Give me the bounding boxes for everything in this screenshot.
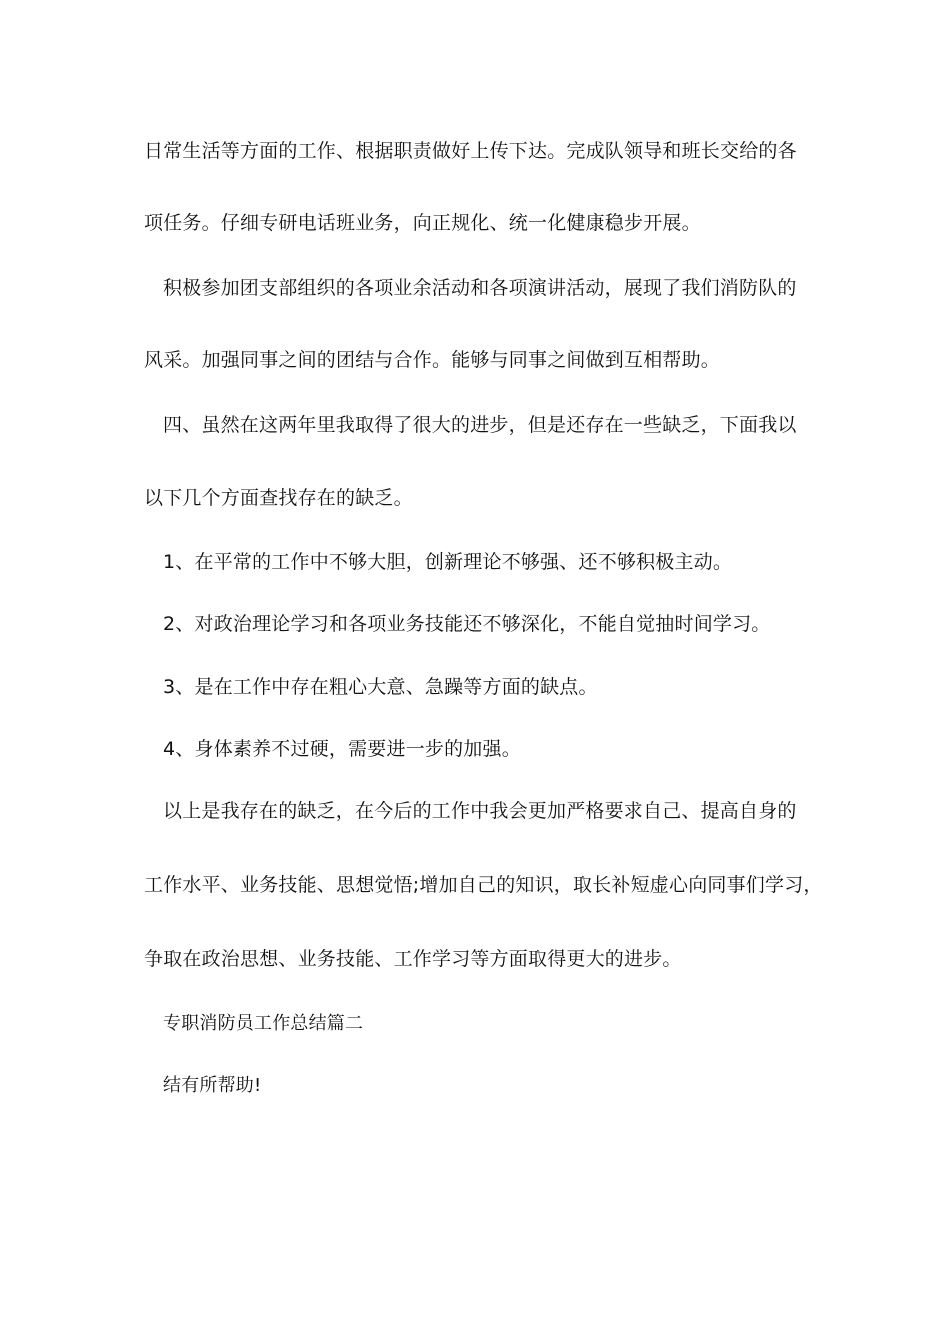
paragraph-line: 结有所帮助!: [163, 1075, 262, 1096]
paragraph-line: 以下几个方面查找存在的缺乏。: [144, 487, 413, 509]
paragraph-line: 争取在政治思想、业务技能、工作学习等方面取得更大的进步。: [144, 948, 682, 970]
paragraph-line: 风采。加强同事之间的团结与合作。能够与同事之间做到互相帮助。: [144, 349, 721, 371]
list-item: 3、是在工作中存在粗心大意、急躁等方面的缺点。: [163, 676, 598, 698]
list-item: 1、在平常的工作中不够大胆，创新理论不够强、还不够积极主动。: [163, 551, 733, 573]
paragraph-line: 以上是我存在的缺乏，在今后的工作中我会更加严格要求自己、提高自身的: [163, 800, 797, 822]
paragraph-line: 工作水平、业务技能、思想觉悟;增加自己的知识，取长补短虚心向同事们学习，: [144, 874, 823, 896]
section-heading: 专职消防员工作总结篇二: [163, 1013, 364, 1034]
list-item: 2、对政治理论学习和各项业务技能还不够深化，不能自觉抽时间学习。: [163, 613, 771, 635]
paragraph-line: 项任务。仔细专研电话班业务，向正规化、统一化健康稳步开展。: [144, 212, 701, 234]
paragraph-line: 四、虽然在这两年里我取得了很大的进步，但是还存在一些缺乏，下面我以: [163, 414, 797, 436]
paragraph-line: 积极参加团支部组织的各项业余活动和各项演讲活动，展现了我们消防队的: [163, 277, 797, 299]
paragraph-line: 日常生活等方面的工作、根据职责做好上传下达。完成队领导和班长交给的各: [144, 140, 797, 162]
list-item: 4、身体素养不过硬，需要进一步的加强。: [163, 738, 521, 760]
